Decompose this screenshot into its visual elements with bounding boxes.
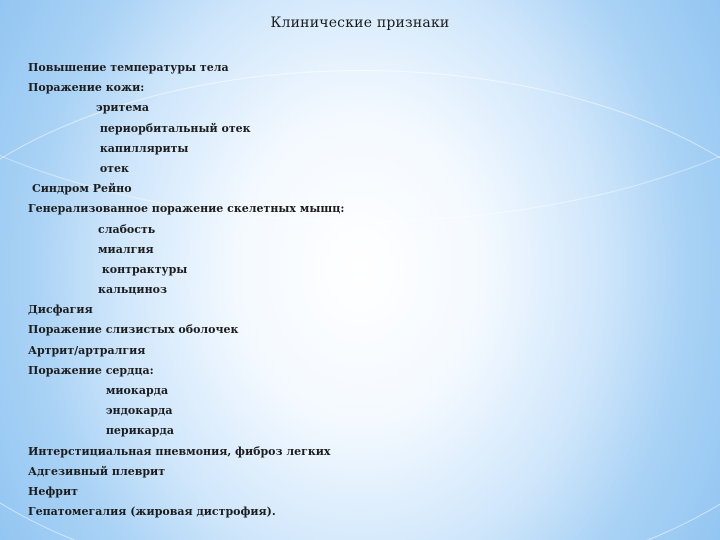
list-item: миокарда [102,384,169,397]
list-item: Генерализованное поражение скелетных мышц: [28,202,345,216]
list-item: Поражение кожи: [28,81,145,95]
list-item: Поражение сердца: [28,363,154,377]
list-item: Дисфагия [28,303,93,317]
list-item: Поражение слизистых оболочек [28,323,239,337]
list-item: миалгия [98,242,154,256]
list-item: эритема [96,101,150,115]
symptom-list [28,58,688,522]
list-item: контрактуры [98,262,188,276]
list-item: Интерстициальная пневмония, фиброз легких [28,444,331,458]
list-item: Нефрит [28,484,78,498]
list-item: отек [96,161,129,175]
list-item: Синдром Рейно [32,182,132,196]
list-item: Повышение температуры тела [28,61,229,74]
slide-title: Клинические признаки [270,15,450,31]
list-item: периорбитальный отек [96,121,251,135]
list-item: кальциноз [98,283,167,297]
list-item: перикарда [102,424,174,438]
list-item: слабость [98,222,156,236]
list-item: эндокарда [102,404,173,418]
list-item: капилляриты [96,141,189,155]
list-item: Артрит/артралгия [28,343,146,357]
list-item: Адгезивный плеврит [28,464,166,478]
list-item: Гепатомегалия (жировая дистрофия). [28,505,276,519]
